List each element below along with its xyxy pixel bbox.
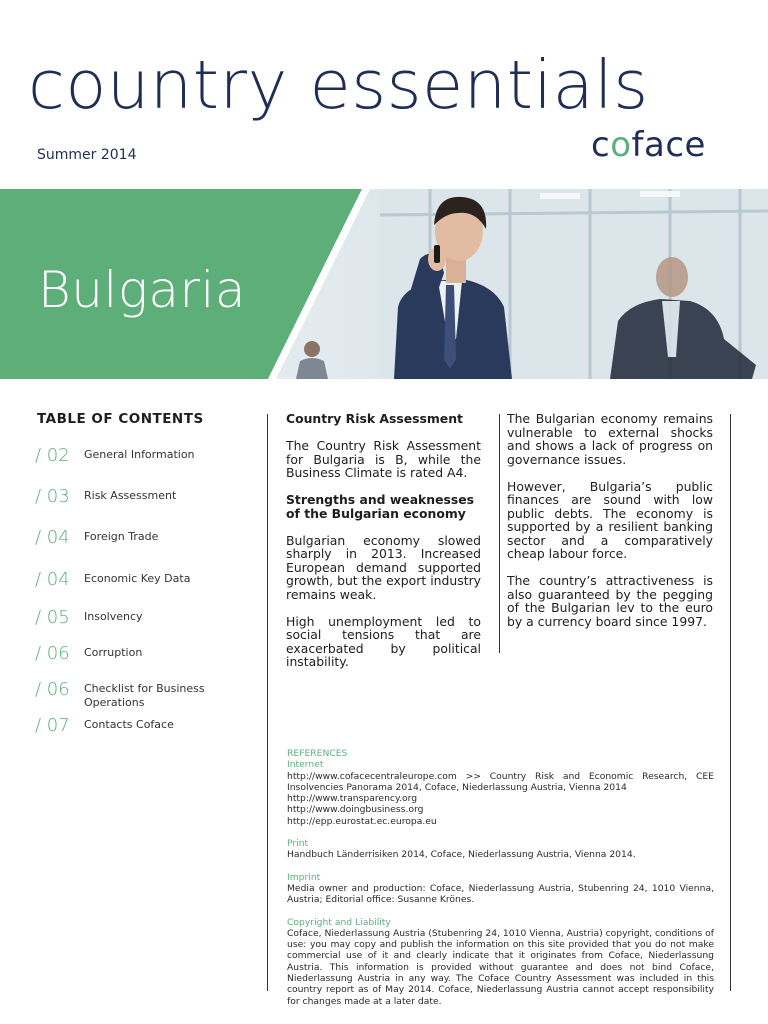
- edition-date: Summer 2014: [37, 147, 137, 163]
- toc-page-number: / 04: [35, 527, 70, 548]
- article-column-2: [507, 412, 713, 642]
- logo-part-2: o: [610, 125, 632, 165]
- toc-item-label: General Information: [84, 448, 195, 461]
- country-name: Bulgaria: [38, 261, 247, 319]
- references-heading: REFERENCES: [287, 748, 348, 759]
- section-heading-country-risk: Country Risk Assessment: [286, 411, 463, 426]
- references-imprint-text: Media owner and production: Coface, Niederlassung Austria, Stubenring 24, 1010 Vienna, Austria; Editorial office: Susanne Krönes.: [287, 882, 714, 906]
- toc-page-number: / 06: [35, 643, 70, 664]
- toc-item-label: Corruption: [84, 646, 143, 659]
- paragraph: However, Bulgaria’s public finances are sound with low public debts. The economy is supported by a resilient banking sector and a comparatively cheap labour force.: [507, 478, 713, 561]
- toc-heading: TABLE OF CONTENTS: [37, 411, 204, 427]
- logo-part-3: face: [631, 125, 706, 165]
- column-rule-right: [730, 414, 731, 991]
- toc-item-label: Insolvency: [84, 610, 143, 623]
- reference-link[interactable]: http://www.doingbusiness.org: [287, 804, 424, 816]
- toc-page-number: / 06: [35, 679, 70, 700]
- references-imprint-label: Imprint: [287, 871, 321, 883]
- paragraph: Bulgarian economy slowed sharply in 2013. Increased European demand supported growth, but the export industry remains weak.: [286, 532, 481, 602]
- paragraph: The country’s attractiveness is also guaranteed by the pegging of the Bulgarian lev to the euro by a currency board since 1997.: [507, 573, 713, 629]
- toc-page-number: / 07: [35, 715, 70, 736]
- toc-item-label: Economic Key Data: [84, 572, 191, 585]
- section-heading-strengths: Strengths and weaknesses of the Bulgarian economy: [286, 492, 475, 521]
- column-rule-left: [267, 414, 268, 991]
- references-print-block: [287, 838, 714, 861]
- reference-link[interactable]: http://www.transparency.org: [287, 793, 418, 805]
- references-internet-label: Internet: [287, 759, 324, 771]
- toc-page-number: / 04: [35, 569, 70, 590]
- references-copyright-text: Coface, Niederlassung Austria (Stubenring 24, 1010 Vienna, Austria) copyright, conditions of use: you may copy and publish the information on this site provided that you do not make commercial use of it and clearly indicate that it originates from Coface, Niederlassung Austria. This information is provided without guarantee and does not bind Coface, Niederlassung Austria in any way. The Coface Country Assessment was included in this country report as of May 2014. Coface, Niederlassung Austria cannot accept responsibility for changes made at a later date.: [287, 927, 714, 1007]
- toc-item-label: Contacts Coface: [84, 718, 174, 731]
- references-copyright-block: [287, 917, 714, 1007]
- publication-title: country essentials: [28, 46, 649, 124]
- toc-page-number: / 03: [35, 486, 70, 507]
- toc-item-label: Checklist for Business Operations: [84, 682, 205, 709]
- references-imprint-block: [287, 872, 714, 906]
- references-print-label: Print: [287, 838, 309, 850]
- toc-item-label: Foreign Trade: [84, 530, 159, 543]
- hero-banner: [0, 189, 768, 379]
- references-section: [287, 748, 714, 1018]
- references-print-text: Handbuch Länderrisiken 2014, Coface, Niederlassung Austria, Vienna 2014.: [287, 849, 636, 861]
- article-column-1: [286, 412, 481, 682]
- logo-part-1: c: [591, 125, 611, 165]
- paragraph: The Bulgarian economy remains vulnerable to external shocks and shows a lack of progress on governance issues.: [507, 411, 713, 467]
- references-internet-block: [287, 759, 714, 827]
- toc-page-number: / 02: [35, 445, 70, 466]
- coface-logo: [591, 125, 706, 165]
- reference-link[interactable]: http://epp.eurostat.ec.europa.eu: [287, 815, 437, 827]
- column-rule-middle: [499, 414, 500, 653]
- references-copyright-label: Copyright and Liability: [287, 916, 391, 928]
- toc-page-number: / 05: [35, 607, 70, 628]
- reference-link[interactable]: http://www.cofacecentraleurope.com >> Country Risk and Economic Research, CEE Insolvencies Panorama 2014, Coface, Niederlassung Austria, Vienna 2014: [287, 770, 714, 793]
- toc-item-label: Risk Assessment: [84, 489, 177, 502]
- paragraph: High unemployment led to social tensions that are exacerbated by political instability.: [286, 613, 481, 669]
- paragraph: The Country Risk Assessment for Bulgaria is B, while the Business Climate is rated A4.: [286, 438, 481, 480]
